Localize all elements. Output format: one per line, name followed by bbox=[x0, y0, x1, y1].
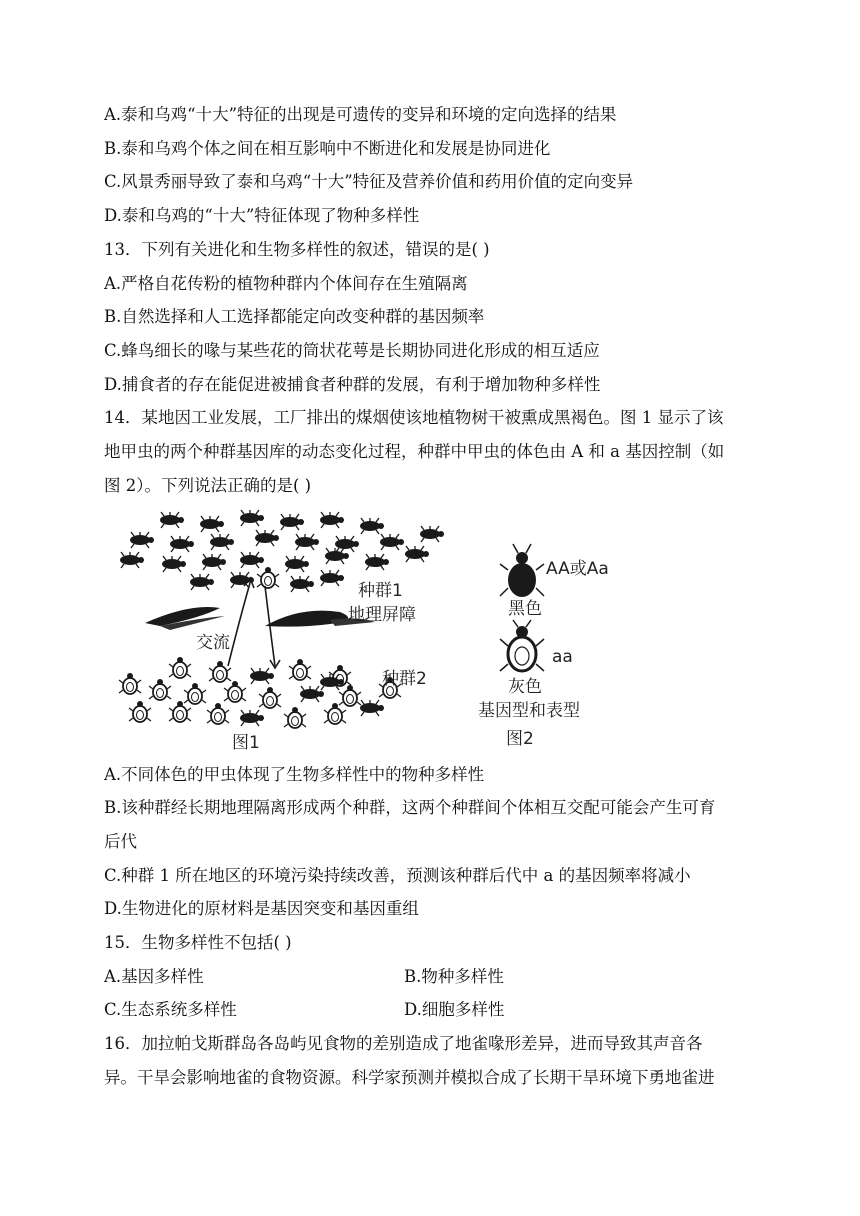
text-line: A.泰和乌鸡“十大”特征的出现是可遗传的变异和环境的定向选择的结果 bbox=[104, 105, 617, 124]
label-gray: 灰色 bbox=[508, 677, 542, 697]
text-line: A.严格自花传粉的植物种群内个体间存在生殖隔离 bbox=[104, 274, 468, 293]
label-population-1: 种群1 bbox=[358, 581, 403, 601]
text-line: 图 2）。下列说法正确的是( ) bbox=[104, 476, 312, 495]
label-genotype-AA: AA或Aa bbox=[546, 559, 609, 579]
text-line: C.风景秀丽导致了泰和乌鸡“十大”特征及营养价值和药用价值的定向变异 bbox=[104, 172, 634, 191]
text-line: D.捕食者的存在能促进被捕食者种群的发展，有利于增加物种多样性 bbox=[104, 375, 601, 394]
label-genotype-phenotype: 基因型和表型 bbox=[478, 701, 580, 721]
gray-beetle-icon bbox=[500, 620, 544, 671]
option-c: C.生态系统多样性 bbox=[104, 1000, 237, 1019]
option-a: A.基因多样性 bbox=[104, 967, 204, 986]
question-15: 15．生物多样性不包括( ) bbox=[104, 933, 292, 952]
geographic-barrier bbox=[145, 607, 375, 630]
label-barrier: 地理屏障 bbox=[348, 605, 416, 625]
text-line: B.泰和乌鸡个体之间在相互影响中不断进化和发展是协同进化 bbox=[104, 139, 551, 158]
option-d: D.生物进化的原材料是基因突变和基因重组 bbox=[104, 899, 419, 918]
figure-svg bbox=[100, 508, 610, 758]
label-black: 黑色 bbox=[508, 599, 542, 619]
option-d: D.细胞多样性 bbox=[404, 1000, 505, 1019]
text-line: 地甲虫的两个种群基因库的动态变化过程，种群中甲虫的体色由 A 和 a 基因控制（如 bbox=[104, 442, 725, 461]
text-line: C.蜂鸟细长的喙与某些花的筒状花萼是长期协同进化形成的相互适应 bbox=[104, 341, 600, 360]
label-exchange: 交流 bbox=[196, 633, 230, 653]
text-line: 异。干旱会影响地雀的食物资源。科学家预测并模拟合成了长期干旱环境下勇地雀进 bbox=[104, 1068, 715, 1087]
option-a: A.不同体色的甲虫体现了生物多样性中的物种多样性 bbox=[104, 765, 485, 784]
question-13: 13．下列有关进化和生物多样性的叙述，错误的是( ) bbox=[104, 240, 490, 259]
option-b: B.该种群经长期地理隔离形成两个种群，这两个种群间个体相互交配可能会产生可育 bbox=[104, 798, 716, 817]
black-beetle-icon bbox=[500, 544, 544, 597]
population-1-beetles bbox=[120, 510, 444, 592]
beetle-figure bbox=[100, 508, 610, 758]
option-c: C.种群 1 所在地区的环境污染持续改善，预测该种群后代中 a 的基因频率将减小 bbox=[104, 866, 691, 885]
label-genotype-aa: aa bbox=[552, 647, 573, 667]
option-b: B.物种多样性 bbox=[404, 967, 504, 986]
population-2-beetles bbox=[119, 657, 401, 728]
text-line: D.泰和乌鸡的“十大”特征体现了物种多样性 bbox=[104, 206, 420, 225]
question-16: 16．加拉帕戈斯群岛各岛屿见食物的差别造成了地雀喙形差异，进而导致其声音各 bbox=[104, 1034, 703, 1053]
label-fig2: 图2 bbox=[506, 729, 534, 749]
label-population-2: 种群2 bbox=[382, 669, 427, 689]
text-line: 后代 bbox=[104, 832, 137, 851]
text-line: B.自然选择和人工选择都能定向改变种群的基因频率 bbox=[104, 307, 485, 326]
question-14: 14．某地因工业发展，工厂排出的煤烟使该地植物树干被熏成黑褐色。图 1 显示了该 bbox=[104, 408, 724, 427]
label-fig1: 图1 bbox=[232, 733, 260, 753]
